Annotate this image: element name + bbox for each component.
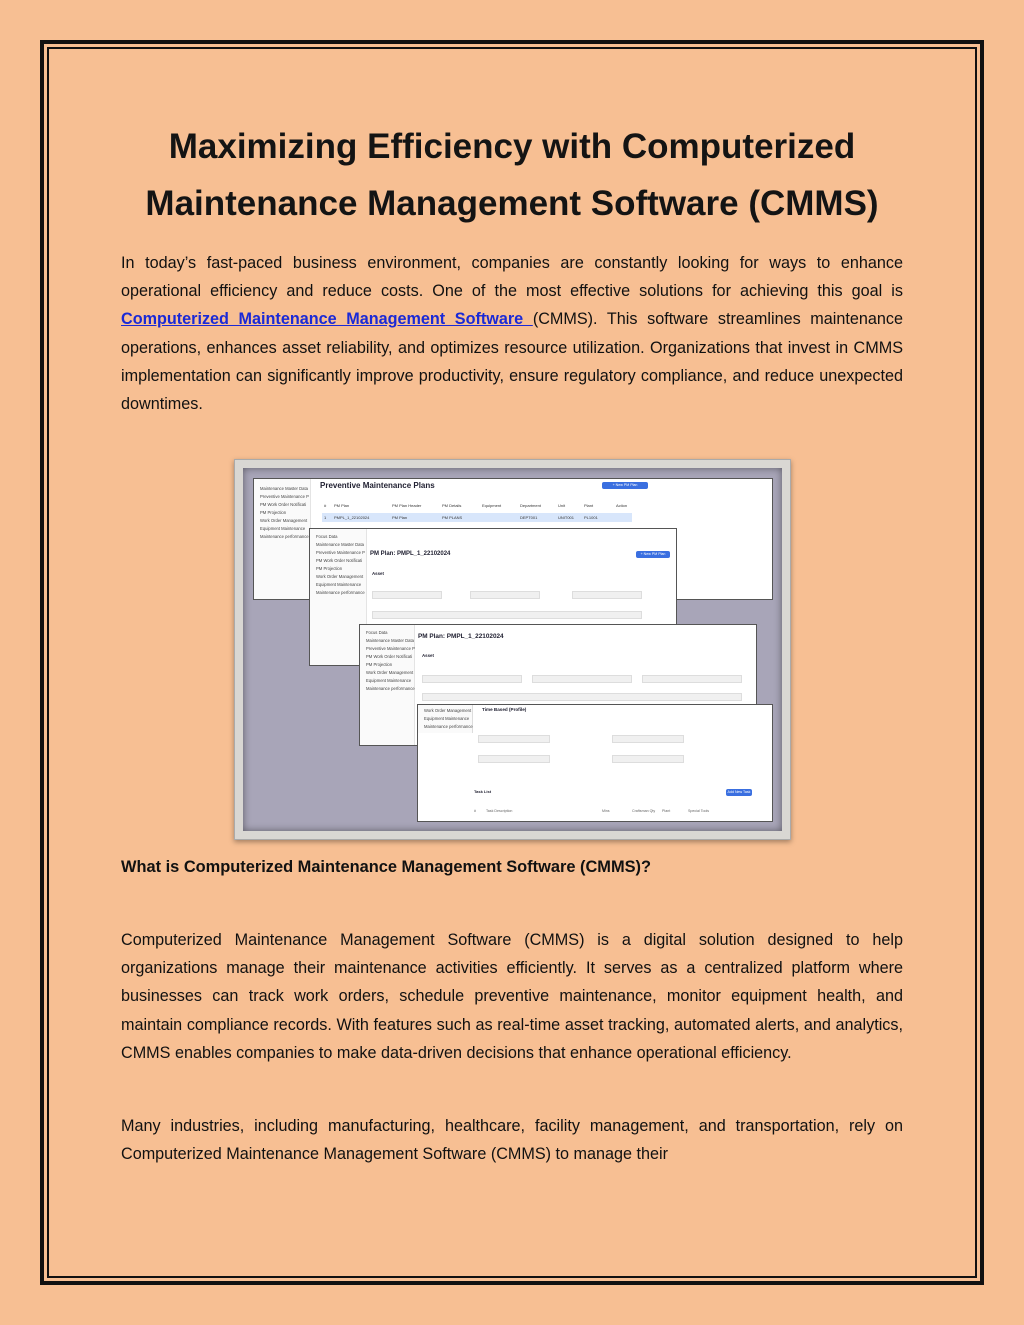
table-cell: 1 (324, 515, 327, 520)
table-header: Plant (662, 809, 671, 813)
intro-text-before-link: In today’s fast-paced business environment, companies are constantly looking for ways to enhance operational efficiency and reduce costs. One of the most effective solutions for achieving this goal is (121, 254, 903, 301)
sidebar-item[interactable]: Preventive Maintenance P (366, 646, 415, 651)
form-field[interactable] (478, 755, 550, 763)
table-header: PM Plan (334, 503, 350, 508)
table-cell: PMPL_1_22102024 (334, 515, 370, 520)
table-header: Plant (584, 503, 594, 508)
pm-plans-sidebar (254, 479, 311, 599)
add-task-button[interactable]: Add New Task (727, 790, 751, 794)
sidebar-item[interactable]: Maintenance performance (316, 590, 365, 595)
task-list-sidebar (418, 705, 473, 733)
table-header: Task Description (486, 809, 513, 813)
cmms-link[interactable]: Computerized Maintenance Management Software (121, 310, 533, 329)
pm-plans-title: Preventive Maintenance Plans (320, 481, 435, 490)
sidebar-item[interactable]: PM Work Order Notificati (366, 654, 413, 659)
form-field[interactable] (372, 591, 442, 599)
sidebar-item[interactable]: Preventive Maintenance P (260, 494, 309, 499)
form-field[interactable] (612, 755, 684, 763)
sidebar-item[interactable]: Maintenance performance (260, 534, 309, 539)
page-title (100, 118, 924, 232)
pm-plan-2-title: PM Plan: PMPL_1_22102024 (370, 551, 451, 557)
sidebar-item[interactable]: Equipment Maintenance (366, 678, 412, 683)
sidebar-item[interactable]: Maintenance performance (424, 724, 473, 729)
sidebar-item[interactable]: PM Work Order Notificati (260, 502, 307, 507)
form-field[interactable] (478, 735, 550, 743)
table-header: Unit (558, 503, 566, 508)
asset-section-label: Asset (372, 571, 384, 576)
task-list-label: Task List (474, 789, 492, 794)
sidebar-item[interactable]: Work Order Management (424, 708, 472, 713)
form-field[interactable] (572, 591, 642, 599)
definition-paragraph: Computerized Maintenance Management Software (CMMS) is a digital solution designed to help organizations manage their maintenance activities efficiently. It serves as a centralized platform where businesses can track work orders, schedule preventive maintenance, monitor equipment health, and maintain compliance records. With features such as real-time asset tracking, automated alerts, and analytics, CMMS enables companies to make data-driven decisions that enhance operational efficiency. (121, 931, 903, 1062)
form-field[interactable] (532, 675, 632, 683)
time-based-title: Time Based (Profile) (482, 707, 527, 712)
title-line-1: Maximizing Efficiency with Computerized (168, 127, 856, 166)
table-header: PM Details (442, 503, 462, 508)
sidebar-item[interactable]: Equipment Maintenance (424, 716, 470, 721)
intro-paragraph (121, 249, 903, 418)
software-screenshot (234, 459, 791, 840)
sidebar-item[interactable]: PM Projection (260, 510, 287, 515)
sidebar-item[interactable]: PM Projection (316, 566, 343, 571)
form-field[interactable] (612, 735, 684, 743)
table-header: # (474, 809, 476, 813)
sidebar-item[interactable]: Focus Data (316, 534, 338, 539)
sidebar-item[interactable]: PM Projection (366, 662, 393, 667)
table-header: Action (616, 503, 628, 508)
form-field[interactable] (422, 693, 742, 701)
title-line-2: Maintenance Management Software (CMMS) (145, 184, 879, 223)
form-field[interactable] (372, 611, 642, 619)
sidebar-item[interactable]: Focus Data (366, 630, 388, 635)
table-header: PM Plan Header (392, 503, 422, 508)
table-cell: PM PLANS (442, 515, 463, 520)
table-header: Department (520, 503, 541, 508)
sidebar-item[interactable]: Maintenance Master Data (260, 486, 308, 491)
new-pm-plan-button[interactable]: + New PM Plan (636, 551, 670, 558)
section-heading: What is Computerized Maintenance Management Software (CMMS)? (121, 858, 652, 876)
pm-plan-3-title: PM Plan: PMPL_1_22102024 (418, 633, 504, 640)
new-pm-plan-button[interactable]: + New PM Plan (602, 482, 648, 489)
asset-section-label: Asset (422, 653, 434, 658)
table-cell: PL1001 (584, 515, 598, 520)
table-cell: DEPT001 (520, 515, 538, 520)
sidebar-item[interactable]: Work Order Management (366, 670, 414, 675)
table-header: Craftsman Qty (632, 809, 656, 813)
form-field[interactable] (642, 675, 742, 683)
table-header: Mins (602, 809, 610, 813)
task-list-window (417, 704, 773, 822)
table-header: Special Tools (688, 809, 710, 813)
sidebar-item[interactable]: PM Work Order Notificati (316, 558, 363, 563)
intro-text-after-link: (CMMS). This software streamlines maintenance operations, enhances asset reliability, and optimizes resource utilization. Organizations that invest in CMMS implementation can significantly improve productivity, ensure regulatory compliance, and reduce unexpected downtimes. (121, 310, 903, 414)
sidebar-item[interactable]: Equipment Maintenance (316, 582, 362, 587)
pm-plan-3-sidebar (360, 625, 415, 745)
form-field[interactable] (422, 675, 522, 683)
industries-paragraph: Many industries, including manufacturing, healthcare, facility management, and transportation, rely on Computerized Maintenance Management Software (CMMS) to manage their (121, 1117, 903, 1164)
sidebar-item[interactable]: Maintenance performance (366, 686, 415, 691)
table-cell: PM Plan (392, 515, 408, 520)
form-field[interactable] (470, 591, 540, 599)
table-cell: UNIT001 (558, 515, 575, 520)
sidebar-item[interactable]: Work Order Management (260, 518, 308, 523)
table-header: # (324, 503, 327, 508)
sidebar-item[interactable]: Maintenance Master Data (316, 542, 364, 547)
sidebar-item[interactable]: Maintenance Master Data (366, 638, 414, 643)
table-header: Equipment (482, 503, 502, 508)
sidebar-item[interactable]: Work Order Management (316, 574, 364, 579)
sidebar-item[interactable]: Equipment Maintenance (260, 526, 306, 531)
sidebar-item[interactable]: Preventive Maintenance P (316, 550, 365, 555)
